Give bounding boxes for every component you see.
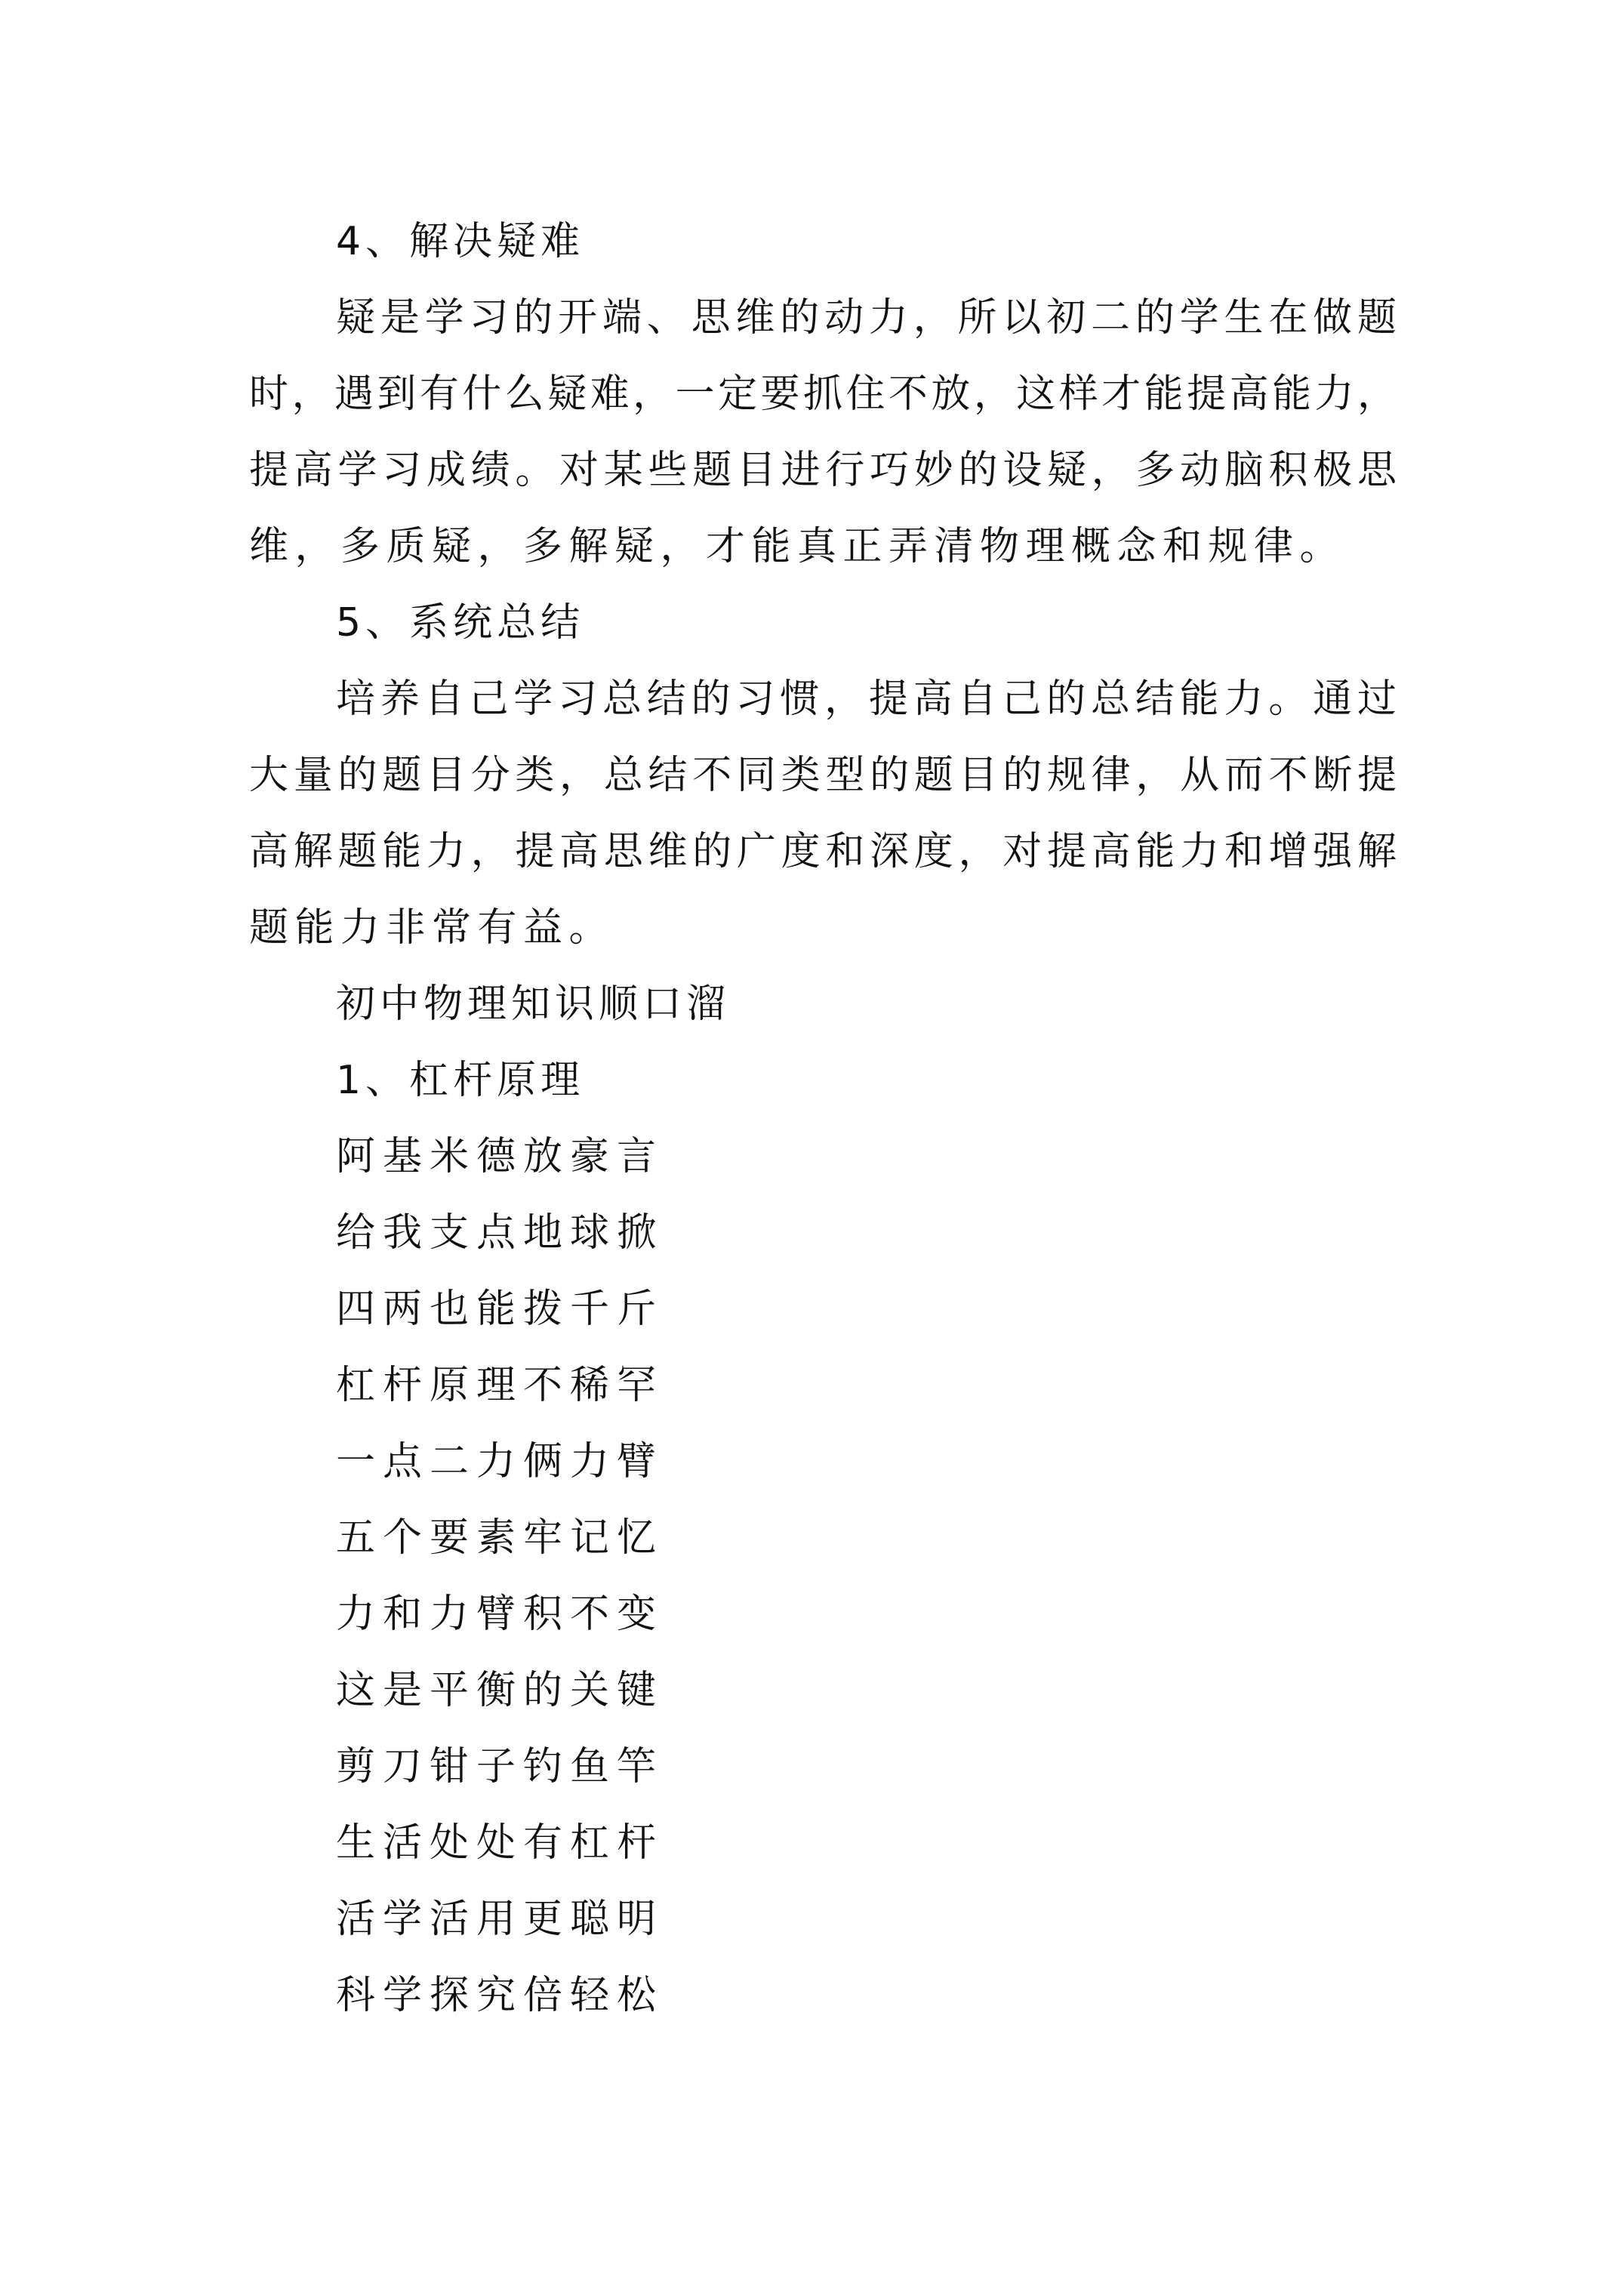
poem-line: 力和力臂积不变 [336, 1592, 664, 1637]
poem-line: 一点二力俩力臂 [336, 1439, 664, 1484]
paragraph-line: 大量的题目分类，总结不同类型的题目的规律，从而不断提 [249, 753, 1397, 798]
poem-line: 科学探究倍轻松 [336, 1973, 664, 2018]
lever-poem [249, 1119, 1397, 2034]
poem-line: 给我支点地球掀 [336, 1210, 664, 1256]
lever-principle-heading: 1、杠杆原理 [336, 1058, 585, 1103]
section-5-heading: 5、系统总结 [336, 600, 585, 646]
paragraph-line: 高解题能力，提高思维的广度和深度，对提高能力和增强解 [249, 829, 1397, 874]
poem-line: 阿基米德放豪言 [336, 1134, 664, 1179]
paragraph-line: 时，遇到有什么疑难，一定要抓住不放，这样才能提高能力， [249, 371, 1397, 417]
poem-line: 活学活用更聪明 [336, 1897, 664, 1942]
section-5-paragraph [249, 661, 1397, 966]
paragraph-line: 维，多质疑，多解疑，才能真正弄清物理概念和规律。 [249, 524, 1346, 569]
paragraph-line: 培养自己学习总结的习惯，提高自己的总结能力。通过 [336, 676, 1397, 722]
poem-line: 杠杆原理不稀罕 [336, 1363, 664, 1408]
rhyme-section-title: 初中物理知识顺口溜 [336, 982, 731, 1027]
poem-line: 剪刀钳子钓鱼竿 [336, 1744, 664, 1789]
poem-line: 生活处处有杠杆 [336, 1820, 664, 1866]
poem-line: 这是平衡的关键 [336, 1668, 664, 1713]
poem-line: 五个要素牢记忆 [336, 1515, 664, 1561]
document-body [249, 204, 1397, 2034]
paragraph-line: 疑是学习的开端、思维的动力，所以初二的学生在做题 [336, 295, 1397, 341]
section-4-paragraph [249, 280, 1397, 585]
poem-line: 四两也能拨千斤 [336, 1287, 664, 1332]
paragraph-line: 题能力非常有益。 [249, 905, 615, 951]
section-4-heading: 4、解决疑难 [336, 219, 585, 264]
paragraph-line: 提高学习成绩。对某些题目进行巧妙的设疑，多动脑积极思 [249, 448, 1397, 493]
